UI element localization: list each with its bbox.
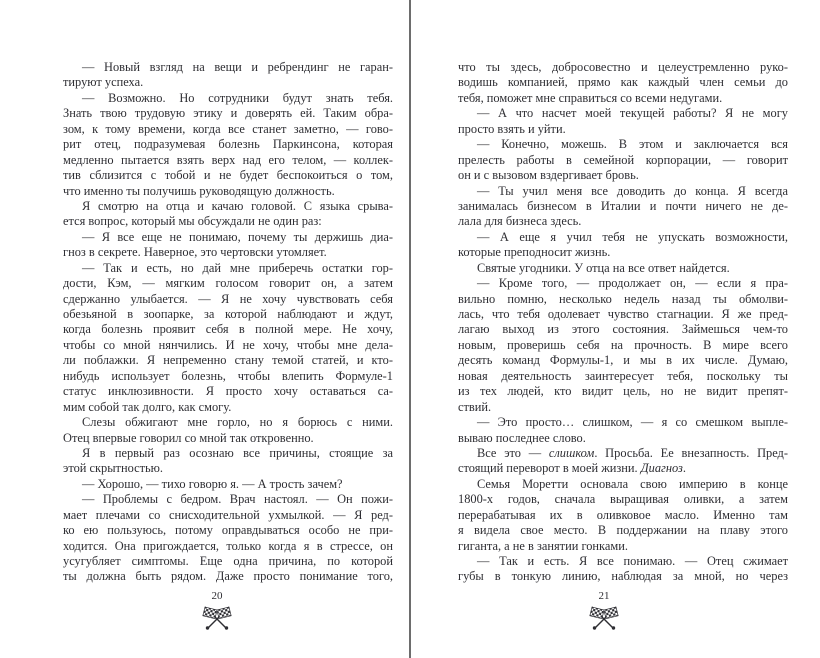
text-line: Семья Моретти основала свою империю в конце (477, 476, 788, 491)
text-line: — Хорошо, — тихо говорю я. — А трость зачем? (82, 476, 343, 491)
text-line: Я в первый раз осознаю все причины, стоящие за (82, 445, 393, 460)
text-line: — Проблемы с бедром. Врач настоял. — Он пожи- (82, 492, 393, 507)
crossed-checkered-flags-icon (585, 604, 623, 630)
right-page-footer (439, 590, 769, 635)
text-line: из тех людей, кто видит цель, но не видит препят- (458, 384, 788, 399)
text-line: лала для бизнеса здесь. (458, 214, 582, 229)
text-line: гиганта, а не в занятии гонками. (458, 538, 628, 553)
text-line: тив сблизится с тобой и не будет беспокоиться о том, (63, 168, 393, 183)
text-line: Святые угодники. У отца на все ответ найдется. (477, 260, 730, 275)
text-line: обезьяной в зоопарке, за которой наблюдают и ждут, (63, 307, 393, 321)
page-divider (409, 0, 411, 658)
text-line: ты должна быть рядом. Даже просто понимание того, (63, 569, 393, 584)
text-line: сдержанно улыбается. — Я не хочу чувствовать себя (63, 291, 393, 306)
text-line: гноз в секрете. Наверное, это чертовски утомляет. (63, 245, 327, 260)
text-line: занималась бизнесом в Италии и почти ничего не де- (458, 198, 788, 213)
text-line: мим собой так долго, как смогу. (63, 399, 232, 414)
text-line: ли поблажки. Я непременно стану темой статей, и кто- (63, 353, 393, 368)
text-line: которые преподносит жизнь. (458, 245, 611, 260)
text-line: — Новый взгляд на вещи и ребрендинг не гаран- (82, 60, 393, 74)
text-line: рит отец, подразумевая болезнь Паркинсона, которая (63, 137, 393, 152)
text-line: Я смотрю на отца и качаю головой. С языка срыва- (82, 198, 393, 213)
text-line: — Кроме того, — продолжает он, — если я пра- (477, 276, 788, 291)
text-line: — Я все еще не понимаю, почему ты держишь диа- (82, 229, 393, 244)
text-line: прелесть работы в семейной корпорации, — говорит (458, 152, 788, 167)
text-line: зом, к тому времени, когда все станет заметно, — гово- (63, 121, 393, 136)
text-line: — А еще я учил тебя не упускать возможности, (477, 229, 788, 244)
text-line: перерабатывая их в оливковое масло. Именно там (458, 507, 788, 522)
text-line: — Так и есть, но дай мне приберечь остатки гор- (82, 260, 393, 275)
text-line: новым, проверишь себя на прочность. В мире всего (458, 337, 788, 352)
text-line: водишь компанией, прямо как каждый член семьи до (458, 75, 788, 90)
text-line: Знать твою трудовую этику и доверять ей. Таким обра- (63, 106, 393, 121)
text-line: этой скрытностью. (63, 461, 164, 476)
text-line: просто взять и уйти. (458, 121, 566, 136)
text-line: ко ею пользуюсь, потому оправдываться особо не при- (63, 523, 393, 538)
text-line: Все это — слишком. Просьба. Ее внезапность. Пред- (477, 445, 788, 460)
text-line: нибудь использует болезнь, чтобы влепить Формуле-1 (63, 368, 393, 383)
text-line: мает плечами со снисходительной ухмылкой. — Я ред- (63, 507, 393, 522)
text-line: стоящий переворот в моей жизни. Диагноз. (458, 461, 686, 476)
text-line: — Конечно, можешь. В этом и заключается вся (477, 137, 788, 152)
text-line: губы в тонкую линию, наблюдая за мной, но через (458, 569, 788, 584)
text-line: медленно пытается взять верх над его телом, — коллек- (63, 152, 393, 167)
text-line: чтобы со мной нянчились. И не хочу, чтобы мне дела- (63, 337, 393, 352)
text-line: вильно помню, несколько недель назад ты обмолви- (458, 291, 788, 306)
text-line: ходится. Она пригождается, только когда я в стрессе, он (63, 538, 393, 553)
text-line: — Ты учил меня все доводить до конца. Я всегда (477, 183, 788, 198)
text-line: когда болезнь проявит себя в полной мере. Не хочу, (63, 322, 393, 337)
text-line: вываю последнее слово. (458, 430, 586, 445)
text-line: — А что насчет моей текущей работы? Я не могу (477, 106, 788, 121)
text-line: — Так и есть. Я все понимаю. — Отец сжимает (477, 554, 788, 568)
text-line: лась, что тебя одолевает чувство стагнации. Я же пред- (458, 307, 788, 321)
text-line: — Это просто… слишком, — я со смешком выпле- (477, 415, 788, 430)
text-line: 1800-х годов, сначала выращивая оливки, а затем (458, 492, 788, 507)
left-page-footer (52, 590, 382, 635)
text-line: новая деятельность заинтересует тебя, поскольку ты (458, 368, 788, 383)
text-line: Слезы обжигают мне горло, но я борюсь с ними. (82, 415, 393, 430)
text-line: что именно ты получишь руководящую должность. (63, 183, 335, 198)
right-page-text-column (458, 60, 788, 585)
text-line: усугубляет симптомы. Еще одна причина, по которой (63, 554, 393, 568)
text-line: статус инклюзивности. Я просто хочу оставаться са- (63, 384, 393, 399)
text-line: тебя, поможет мне справиться со всеми недугами. (458, 90, 723, 105)
text-line: дости, Кэм, — мягким голосом говорит он, а затем (63, 276, 393, 291)
text-line: лагаю выход из этого состояния. Займешься чем-то (458, 322, 788, 337)
text-line: ется вопрос, который мы обсуждали не один раз: (63, 214, 322, 229)
text-line: — Возможно. Но сотрудники будут знать тебя. (82, 90, 393, 105)
text-line: ствий. (458, 399, 492, 414)
page-number: 20 (211, 590, 223, 602)
text-line: десять команд Формулы-1, и мы в их числе. Думаю, (458, 353, 788, 368)
text-line: тируют успеха. (63, 75, 144, 90)
text-line: он и с вызовом вздергивает бровь. (458, 168, 639, 183)
text-line: что ты здесь, добросовестно и целеустремленно руко- (458, 60, 788, 74)
crossed-checkered-flags-icon (198, 604, 236, 630)
page-number: 21 (598, 590, 610, 602)
text-line: я видела свое место. В поддержании на плаву этого (458, 523, 788, 538)
left-page-text-column (63, 60, 393, 585)
text-line: Отец впервые говорил со мной так откровенно. (63, 430, 314, 445)
